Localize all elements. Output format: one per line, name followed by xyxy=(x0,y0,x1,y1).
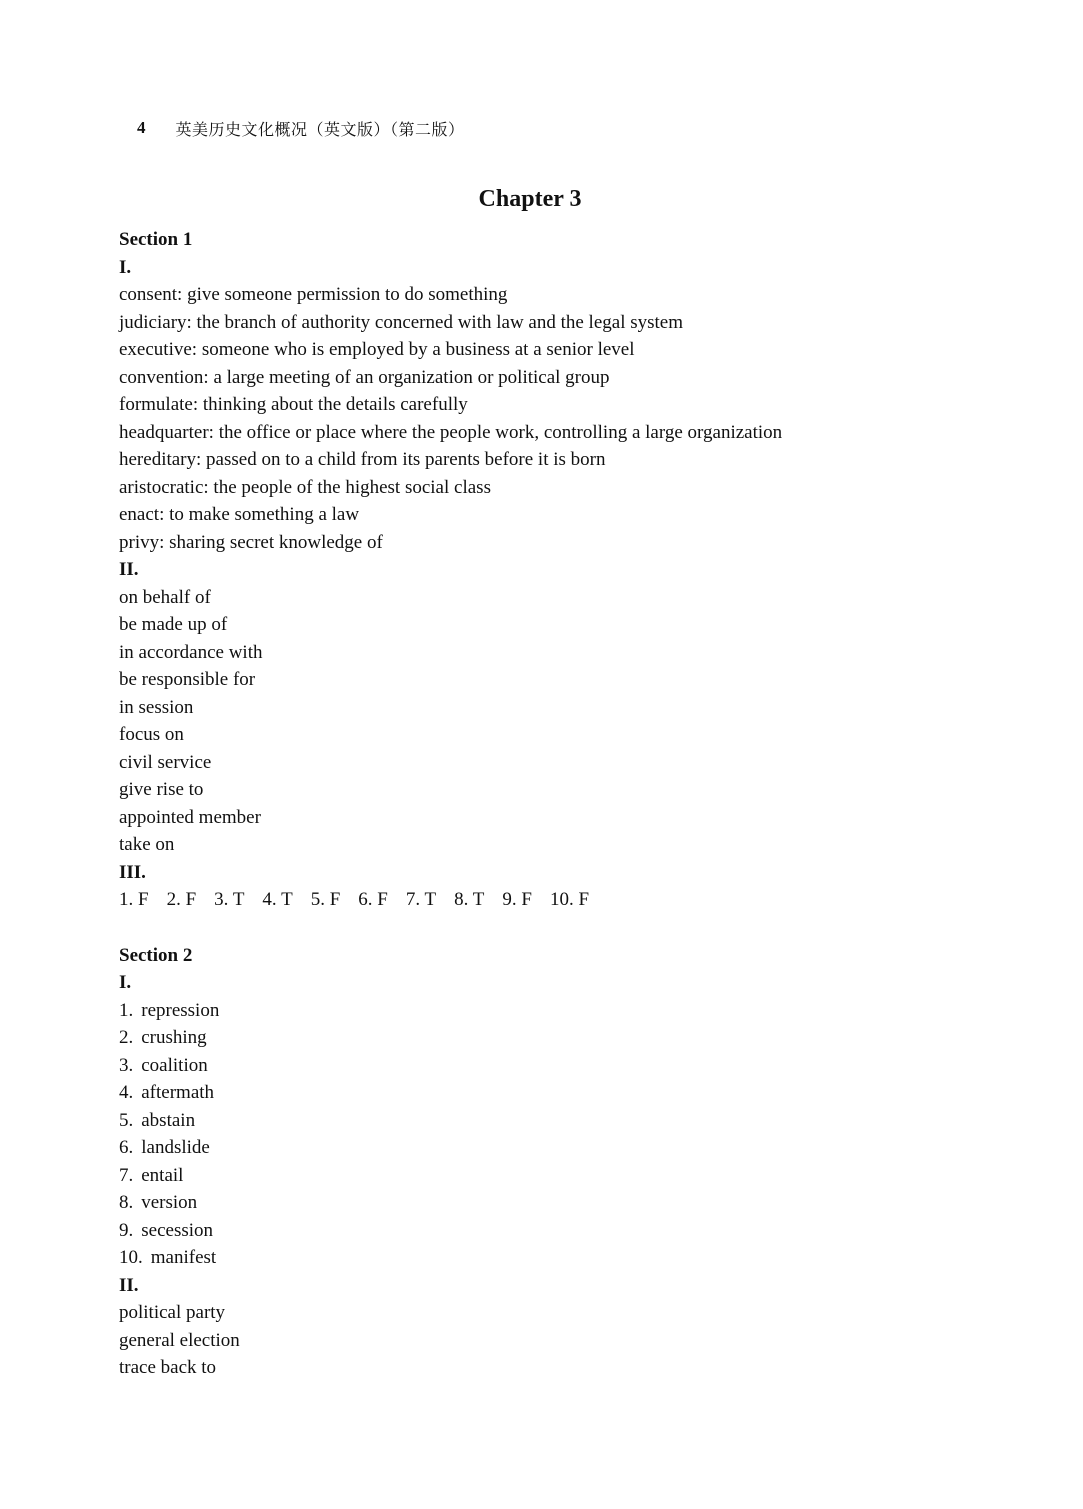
running-header xyxy=(137,114,465,142)
phrase-item: be made up of xyxy=(119,614,228,635)
item-number: 2. xyxy=(119,1027,134,1048)
true-false-answer: 4. T xyxy=(262,889,293,910)
true-false-answer: 10. F xyxy=(549,889,590,910)
item-word: secession xyxy=(141,1219,214,1241)
numbered-word-item xyxy=(119,1217,1019,1245)
true-false-answer: 6. F xyxy=(358,889,388,910)
section-1-part-1-label: I. xyxy=(119,256,132,278)
numbered-word-item xyxy=(119,1189,1019,1217)
section-1-part-3-label: III. xyxy=(119,861,146,883)
numbered-word-item xyxy=(119,1244,1019,1272)
book-title: 英美历史文化概况（英文版）（第二版） xyxy=(175,119,465,139)
item-number: 7. xyxy=(119,1164,134,1186)
section-2-part-2-label: II. xyxy=(119,1274,139,1296)
item-number: 4. xyxy=(119,1082,134,1103)
item-number: 10. xyxy=(119,1247,143,1268)
phrase-item: in accordance with xyxy=(119,641,263,663)
numbered-word-item xyxy=(119,1107,1019,1135)
section-1-title: Section 1 xyxy=(119,229,193,250)
definition-item: executive: someone who is employed by a business at a senior level xyxy=(119,339,635,360)
item-word: crushing xyxy=(141,1027,207,1048)
item-number: 5. xyxy=(119,1109,134,1131)
item-number: 6. xyxy=(119,1137,134,1158)
definition-item: formulate: thinking about the details carefully xyxy=(119,394,468,415)
numbered-word-item xyxy=(119,997,1019,1025)
item-word: entail xyxy=(141,1164,184,1186)
item-number: 1. xyxy=(119,999,134,1021)
true-false-answer: 3. T xyxy=(214,889,245,910)
item-word: abstain xyxy=(141,1109,196,1131)
phrase-item: appointed member xyxy=(119,806,261,828)
definition-item: aristocratic: the people of the highest social class xyxy=(119,476,491,498)
numbered-word-item xyxy=(119,1024,1019,1052)
item-word: manifest xyxy=(150,1247,217,1268)
section-1-part-2-label: II. xyxy=(119,559,139,580)
definition-item: enact: to make something a law xyxy=(119,504,360,525)
item-word: coalition xyxy=(141,1054,208,1076)
true-false-answer: 2. F xyxy=(166,889,197,910)
phrase-item: focus on xyxy=(119,724,184,745)
true-false-answers xyxy=(119,886,1019,914)
phrase-item: political party xyxy=(119,1302,226,1323)
numbered-word-item xyxy=(119,1162,1019,1190)
numbered-word-item xyxy=(119,1052,1019,1080)
true-false-answer: 9. F xyxy=(502,889,532,910)
item-number: 3. xyxy=(119,1054,134,1076)
numbered-word-item xyxy=(119,1134,1019,1162)
item-word: landslide xyxy=(141,1137,210,1158)
phrase-item: trace back to xyxy=(119,1357,217,1378)
section-2-title: Section 2 xyxy=(119,944,193,966)
numbered-word-item xyxy=(119,1079,1019,1107)
page-number: 4 xyxy=(137,118,146,137)
chapter-title: Chapter 3 xyxy=(478,186,582,212)
item-word: repression xyxy=(141,999,220,1021)
phrase-item: civil service xyxy=(119,751,212,773)
true-false-answer: 5. F xyxy=(310,889,341,910)
phrase-item: take on xyxy=(119,834,175,855)
section-2-part-1-label: I. xyxy=(119,972,132,993)
true-false-answer: 1. F xyxy=(119,889,149,910)
item-number: 9. xyxy=(119,1219,134,1241)
true-false-answer: 7. T xyxy=(405,889,437,910)
item-word: version xyxy=(141,1192,198,1213)
section-spacer xyxy=(119,914,1019,942)
true-false-answer: 8. T xyxy=(454,889,485,910)
phrase-item: give rise to xyxy=(119,779,204,800)
phrase-item: be responsible for xyxy=(119,669,256,690)
definition-item: hereditary: passed on to a child from its parents before it is born xyxy=(119,449,606,470)
definition-item: privy: sharing secret knowledge of xyxy=(119,531,383,553)
definition-item: headquarter: the office or place where the people work, controlling a large organization xyxy=(119,421,783,443)
answer-key-content xyxy=(119,226,1019,1382)
phrase-item: in session xyxy=(119,696,194,718)
definition-item: consent: give someone permission to do something xyxy=(119,284,508,305)
item-word: aftermath xyxy=(141,1082,215,1103)
definition-item: convention: a large meeting of an organization or political group xyxy=(119,366,610,388)
phrase-item: general election xyxy=(119,1329,240,1351)
definition-item: judiciary: the branch of authority concerned with law and the legal system xyxy=(119,311,684,333)
phrase-item: on behalf of xyxy=(119,586,211,608)
item-number: 8. xyxy=(119,1192,134,1213)
